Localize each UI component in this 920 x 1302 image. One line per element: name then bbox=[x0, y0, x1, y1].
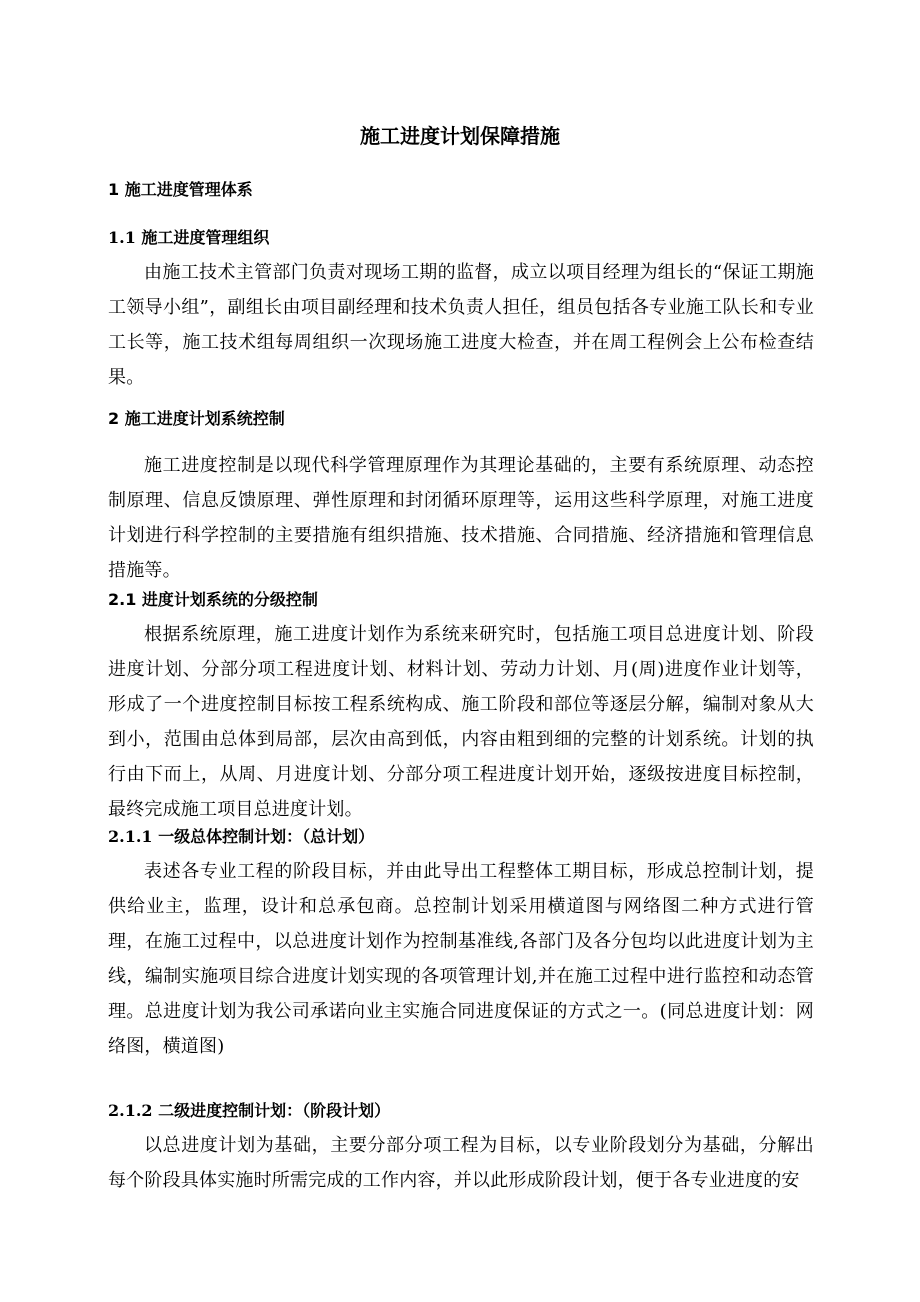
section-2-1-2-paragraph: 以总进度计划为基础，主要分部分项工程为目标，以专业阶段划分为基础，分解出每个阶段具体实施时所需完成的工作内容，并以此形成阶段计划，便于各专业进度的安 bbox=[108, 1135, 814, 1191]
section-1-heading: 1 施工进度管理体系 bbox=[108, 180, 253, 199]
section-2-1-paragraph: 根据系统原理，施工进度计划作为系统来研究时，包括施工项目总进度计划、阶段进度计划、分部分项工程进度计划、材料计划、劳动力计划、月(周)进度作业计划等，形成了一个进度控制目标按工程系统构成、施工阶段和部位等逐层分解，编制对象从大到小，范围由总体到局部，层次由高到低，内容由粗到细的完整的计划系统。计划的执行由下而上，从周、月进度计划、分部分项工程进度计划开始，逐级按进度目标控制，最终完成施工项目总进度计划。 bbox=[108, 624, 814, 820]
section-2-1-heading: 2.1 进度计划系统的分级控制 bbox=[108, 590, 318, 609]
section-2-1-1-heading: 2.1.1 一级总体控制计划：（总计划） bbox=[108, 827, 375, 846]
section-2-1-2-heading: 2.1.2 二级进度控制计划：（阶段计划） bbox=[108, 1101, 391, 1120]
section-1-1-heading: 1.1 施工进度管理组织 bbox=[108, 228, 270, 247]
section-1-1-paragraph: 由施工技术主管部门负责对现场工期的监督，成立以项目经理为组长的“保证工期施工领导小组”，副组长由项目副经理和技术负责人担任，组员包括各专业施工队长和专业工长等，施工技术组每周组织一次现场施工进度大检查，并在周工程例会上公布检查结果。 bbox=[108, 262, 814, 388]
section-2-heading: 2 施工进度计划系统控制 bbox=[108, 409, 285, 428]
section-2-paragraph: 施工进度控制是以现代科学管理原理作为其理论基础的，主要有系统原理、动态控制原理、信息反馈原理、弹性原理和封闭循环原理等，运用这些科学原理，对施工进度计划进行科学控制的主要措施有组织措施、技术措施、合同措施、经济措施和管理信息措施等。 bbox=[108, 455, 814, 581]
section-2-1-1-paragraph: 表述各专业工程的阶段目标，并由此导出工程整体工期目标，形成总控制计划，提供给业主，监理，设计和总承包商。总控制计划采用横道图与网络图二种方式进行管理，在施工过程中，以总进度计划作为控制基准线,各部门及各分包均以此进度计划为主线，编制实施项目综合进度计划实现的各项管理计划,并在施工过程中进行监控和动态管理。总进度计划为我公司承诺向业主实施合同进度保证的方式之一。(同总进度计划：网络图，横道图) bbox=[108, 861, 814, 1057]
page-title: 施工进度计划保障措施 bbox=[360, 124, 560, 148]
